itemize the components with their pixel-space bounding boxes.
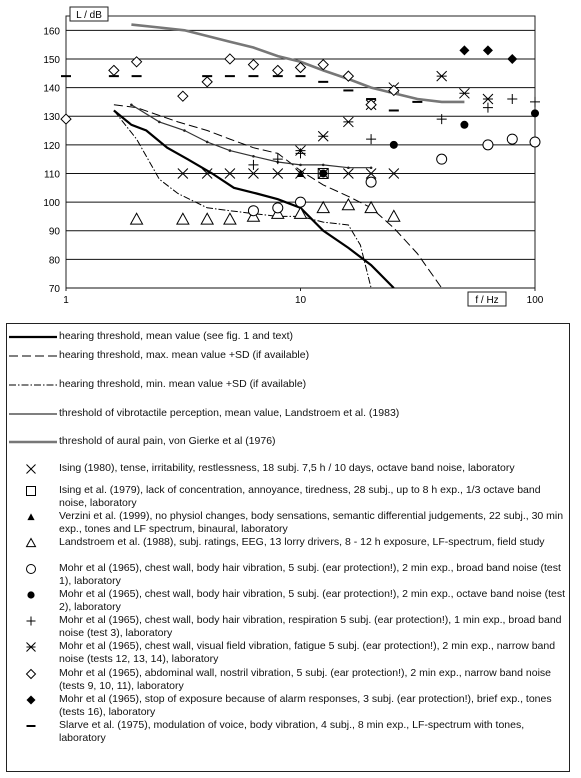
legend-symbol [7,588,59,602]
point-open-circle [248,206,258,216]
point-open-diamond [109,65,119,75]
legend-symbol [7,330,59,344]
legend-symbol [7,349,59,363]
x-tick-label: 1 [63,295,69,306]
legend-text: Ising (1980), tense, irritability, restlessness, 18 subj. 7,5 h / 10 days, octave band noise, laboratory [59,462,515,474]
legend-symbol [7,462,59,476]
legend-symbol [7,719,59,733]
point-open-triangle [388,210,400,221]
legend-marker-x [27,465,36,474]
legend-item [7,693,569,719]
point-open-triangle [201,213,213,224]
legend-text: Mohr et al (1965), chest wall, body hair vibration, 5 subj. (ear protection!), 2 min exp., octave band noise (test 2), laboratory [59,588,566,613]
legend-item [7,588,569,614]
curve-vibrotactile-point [299,164,302,167]
legend-item [7,719,569,749]
legend-item [7,462,569,484]
curve-hearing_min [114,111,371,289]
legend-symbol [7,407,59,421]
point-open-circle [483,140,493,150]
point-asterisk [483,94,493,104]
y-tick-label: 90 [48,226,60,238]
point-plus [437,114,447,124]
point-plus [507,94,517,104]
curve-vibrotactile-point [130,103,133,106]
legend-item [7,330,569,349]
legend-text: hearing threshold, min. mean value +SD (if available) [59,378,307,390]
legend-symbol [7,484,59,498]
point-filled-diamond [459,45,469,55]
legend-item [7,614,569,640]
legend-text: Mohr et al (1965), abdominal wall, nostril vibration, 5 subj. (ear protection!), 2 min exp., narrow band noise (tests 9, 10, 11), laboratory [59,667,551,692]
legend-text: hearing threshold, max. mean value +SD (if available) [59,349,310,361]
legend-symbol [7,510,59,524]
legend-symbol [7,378,59,392]
legend-item [7,667,569,693]
legend-symbol [7,536,59,550]
legend-marker-plus [27,617,36,626]
point-open-circle [437,154,447,164]
legend-symbol [7,667,59,681]
legend-item [7,484,569,510]
y-tick-label: 100 [43,198,60,210]
point-plus [483,103,493,113]
legend-item [7,640,569,667]
point-open-circle [273,203,283,213]
point-open-triangle [177,213,189,224]
legend-marker-asterisk [27,643,36,652]
point-filled-circle [460,121,468,129]
x-tick-label: 10 [294,295,307,306]
legend-text: Mohr et al (1965), stop of exposure because of alarm responses, 3 subj. (ear protection!), brief exp., tones (tests 16), laboratory [59,693,552,718]
legend-text: hearing threshold, mean value (see fig. 1 and text) [59,330,294,342]
legend-text: Landstroem et al. (1988), subj. ratings, EEG, 13 lorry drivers, 8 - 12 h exposure, LF-spectrum, field study [59,536,545,548]
curve-vibrotactile-point [322,164,325,167]
y-tick-label: 130 [43,112,60,124]
point-asterisk [459,88,469,98]
point-plus [248,160,258,170]
curve-vibrotactile [131,105,371,168]
y-tick-label: 110 [44,169,60,181]
y-axis-label: L / dB [76,10,102,21]
point-asterisk [343,117,353,127]
x-axis-label: f / Hz [475,295,499,306]
y-tick-label: 160 [43,26,60,38]
legend-symbol [7,640,59,654]
point-open-circle [507,134,517,144]
legend-marker-open-diamond [27,670,36,679]
point-asterisk [318,131,328,141]
point-open-circle [296,197,306,207]
legend-marker-open-square [27,487,36,496]
point-open-diamond [273,65,283,75]
legend-item [7,536,569,562]
point-filled-diamond [483,45,493,55]
legend-item [7,435,569,462]
legend-marker-open-circle [27,565,36,574]
point-plus [530,97,540,107]
point-filled-diamond [507,54,517,64]
curve-hearing_max [114,105,442,288]
legend-text: Slarve et al. (1975), modulation of voice, body vibration, 4 subj., 8 min exp., LF-spectrum with tones, laboratory [59,719,525,744]
legend-marker-open-triangle [27,539,36,547]
legend-text: Mohr et al (1965), chest wall, body hair vibration, 5 subj. (ear protection!), 2 min exp., broad band noise (test 1), laboratory [59,562,561,587]
legend-symbol [7,562,59,576]
legend-symbol [7,435,59,449]
legend-text: threshold of vibrotactile perception, mean value, Landstroem et al. (1983) [59,407,400,419]
point-open-circle [366,177,376,187]
curve-aural_pain [131,25,464,102]
legend-symbol [7,693,59,707]
y-tick-label: 70 [48,284,60,295]
legend-item [7,378,569,407]
point-filled-circle [390,141,398,149]
point-filled-circle [531,109,539,117]
legend-text: Verzini et al. (1999), no physiol changes, body sensations, semantic differential judgements, 22 subj., 30 min exp., tones and LF spectrum, binaural, laboratory [59,510,564,535]
curve-vibrotactile-point [229,149,232,152]
chart [0,0,581,320]
point-asterisk [437,71,447,81]
legend-marker-filled-circle [27,591,34,598]
legend-text: Mohr et al (1965), chest wall, body hair vibration, respiration 5 subj. (ear protection!), 1 min exp., broad band noise (test 3), laboratory [59,614,562,639]
point-open-triangle [365,202,377,213]
y-tick-label: 80 [48,255,60,267]
legend-text: Ising et al. (1979), lack of concentration, annoyance, tiredness, 28 subj., up to 8 h exp., 1/3 octave band noise, laboratory [59,484,541,509]
curve-vibrotactile-point [206,141,209,144]
point-open-diamond [225,54,235,64]
point-open-diamond [178,91,188,101]
y-tick-label: 120 [43,140,60,152]
curve-vibrotactile-point [183,129,186,132]
x-tick-label: 100 [526,295,544,306]
point-plus [366,134,376,144]
y-tick-label: 150 [43,54,60,66]
curve-vibrotactile-point [370,166,373,169]
point-open-diamond [61,114,71,124]
legend-item [7,562,569,588]
curve-vibrotactile-point [158,121,161,124]
point-open-triangle [317,202,329,213]
legend-marker-filled-diamond [27,696,36,705]
curve-hearing_mean [114,111,394,289]
legend-symbol [7,614,59,628]
legend-item [7,349,569,378]
y-tick-label: 140 [43,83,60,95]
point-filled-circle [319,169,327,177]
point-open-diamond [132,57,142,67]
legend-text: Mohr et al (1965), chest wall, visual field vibration, fatigue 5 subj. (ear protection!), 2 min exp., narrow band noise (tests 12, 13, 14), laboratory [59,640,556,665]
legend [6,323,570,772]
point-open-diamond [202,77,212,87]
legend-item [7,510,569,536]
legend-text: threshold of aural pain, von Gierke et al (1976) [59,435,276,447]
curve-vibrotactile-point [347,166,350,169]
curves [114,25,465,288]
legend-marker-filled-triangle [27,513,34,520]
point-open-diamond [248,60,258,70]
point-open-circle [530,137,540,147]
curve-vibrotactile-point [252,155,255,158]
legend-item [7,407,569,435]
point-open-triangle [131,213,143,224]
point-open-triangle [342,199,354,210]
point-open-triangle [224,213,236,224]
